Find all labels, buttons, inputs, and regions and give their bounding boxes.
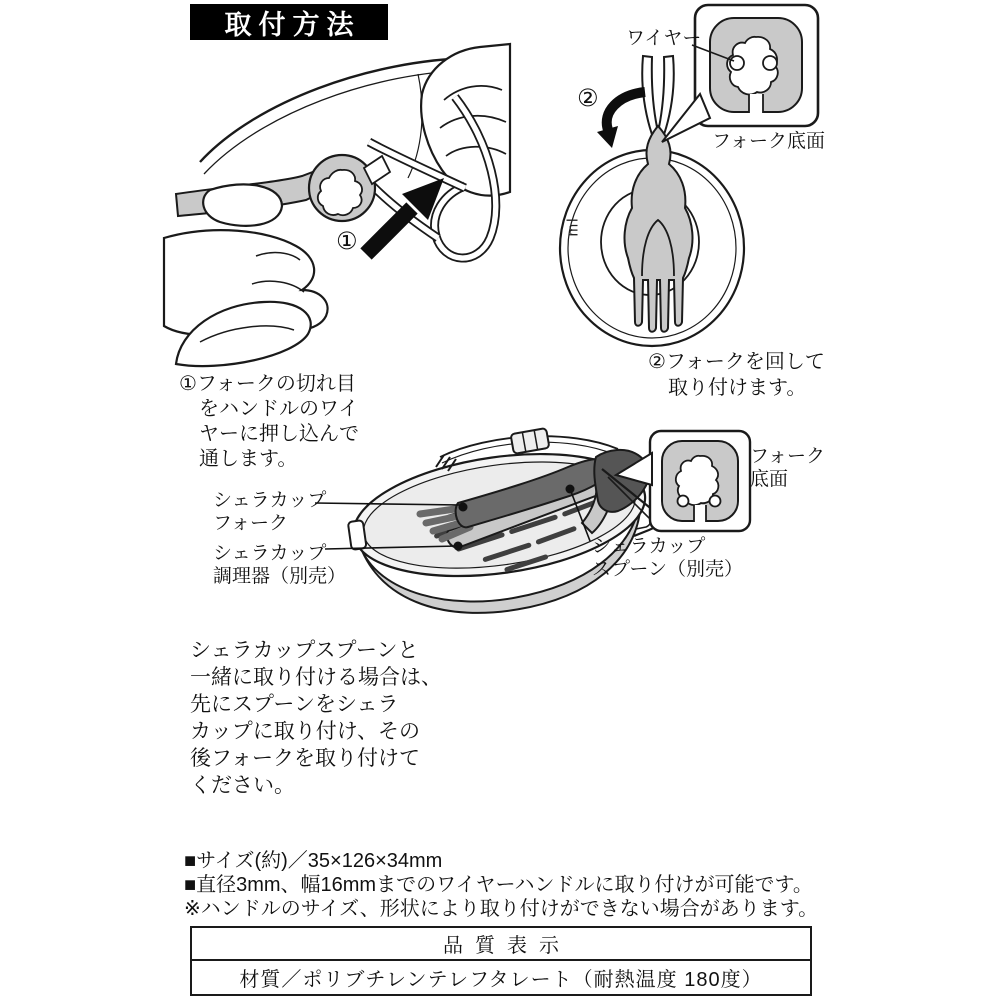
quality-table: [190, 926, 812, 996]
note-line1: シェラカップスプーンと: [190, 639, 419, 662]
step2-caption-line2: 取り付けます。: [668, 377, 807, 399]
rotation-arrow-head: [597, 126, 618, 148]
cooker-part-label-line2: 調理器（別売）: [213, 566, 347, 587]
fork-bottom-label-2-line2: 底面: [750, 469, 789, 490]
direction-arrow-shaft: [366, 208, 412, 254]
step1-instruction-line3: ヤーに押し込んで: [199, 423, 359, 445]
roller-grip: [511, 428, 550, 454]
quality-table-header: 品質表示: [192, 928, 810, 961]
cooker-part-label: [213, 542, 346, 588]
thumb-outline: [203, 184, 282, 226]
quality-table-material: 材質／ポリブチレンテレフタレート（耐熱温度 180度）: [239, 969, 763, 991]
fork-bottom-label-2: [750, 445, 825, 491]
note-line6: ください。: [190, 774, 295, 797]
pot-rim-lug: [348, 520, 367, 550]
note-line5: 後フォークを取り付けて: [190, 747, 420, 770]
cooker-part-label-line1: シェラカップ: [213, 543, 327, 564]
spec-size: ■サイズ(約)／35×126×34mm: [184, 850, 443, 872]
rotation-arrow: [607, 92, 645, 130]
wire-hole-right-2: [710, 496, 721, 507]
fork-bottom-label: フォーク底面: [712, 131, 826, 152]
cup-ml-marking: ml: [564, 216, 582, 237]
fork-part-label: [213, 489, 326, 535]
wire-hole-left: [730, 56, 744, 70]
leader-dot-cooker: [454, 542, 463, 551]
note-line3: 先にスプーンをシェラ: [190, 693, 399, 716]
step1-instruction-line1: ①フォークの切れ目: [179, 373, 356, 395]
spoon-part-label: [592, 535, 743, 581]
spoon-part-label-line1: シェラカップ: [592, 536, 706, 557]
fork-part-label-line2: フォーク: [213, 513, 289, 534]
spec-caution: ※ハンドルのサイズ、形状により取り付けができない場合があります。: [184, 898, 819, 920]
fork-bottom-label-2-line1: フォーク: [750, 446, 826, 467]
leader-dot-spoon: [566, 485, 575, 494]
note-line2: 一緒に取り付ける場合は、: [190, 666, 442, 689]
step2-number-marker: ②: [577, 85, 599, 112]
spec-compatibility: ■直径3mm、幅16mmまでのワイヤーハンドルに取り付けが可能です。: [184, 874, 813, 896]
step1-instruction-line2: をハンドルのワイ: [199, 398, 359, 420]
spoon-note: [190, 637, 442, 799]
wire-label: ワイヤー: [626, 28, 702, 49]
banner-title: 取付方法: [224, 9, 361, 40]
step1-illustration: [160, 42, 510, 372]
spoon-part-label-line2: スプーン（別売）: [592, 559, 744, 580]
step2-caption: [648, 349, 825, 401]
installation-method-banner: [190, 4, 388, 40]
fork-bottom-slit: [749, 94, 763, 113]
leader-dot-fork: [459, 503, 468, 512]
note-line4: カップに取り付け、その: [190, 720, 420, 743]
fork-bottom-slit-2: [694, 505, 706, 522]
fork-part-label-line1: シェラカップ: [213, 490, 327, 511]
wire-hole-left-2: [678, 496, 689, 507]
step2-caption-line1: ②フォークを回して: [648, 351, 825, 373]
step1-instruction-line4: 通します。: [199, 448, 298, 470]
wire-hole-right: [763, 56, 777, 70]
step1-number-marker: ①: [336, 228, 358, 255]
spec-list: [184, 849, 818, 921]
step2-illustration: [550, 0, 830, 356]
